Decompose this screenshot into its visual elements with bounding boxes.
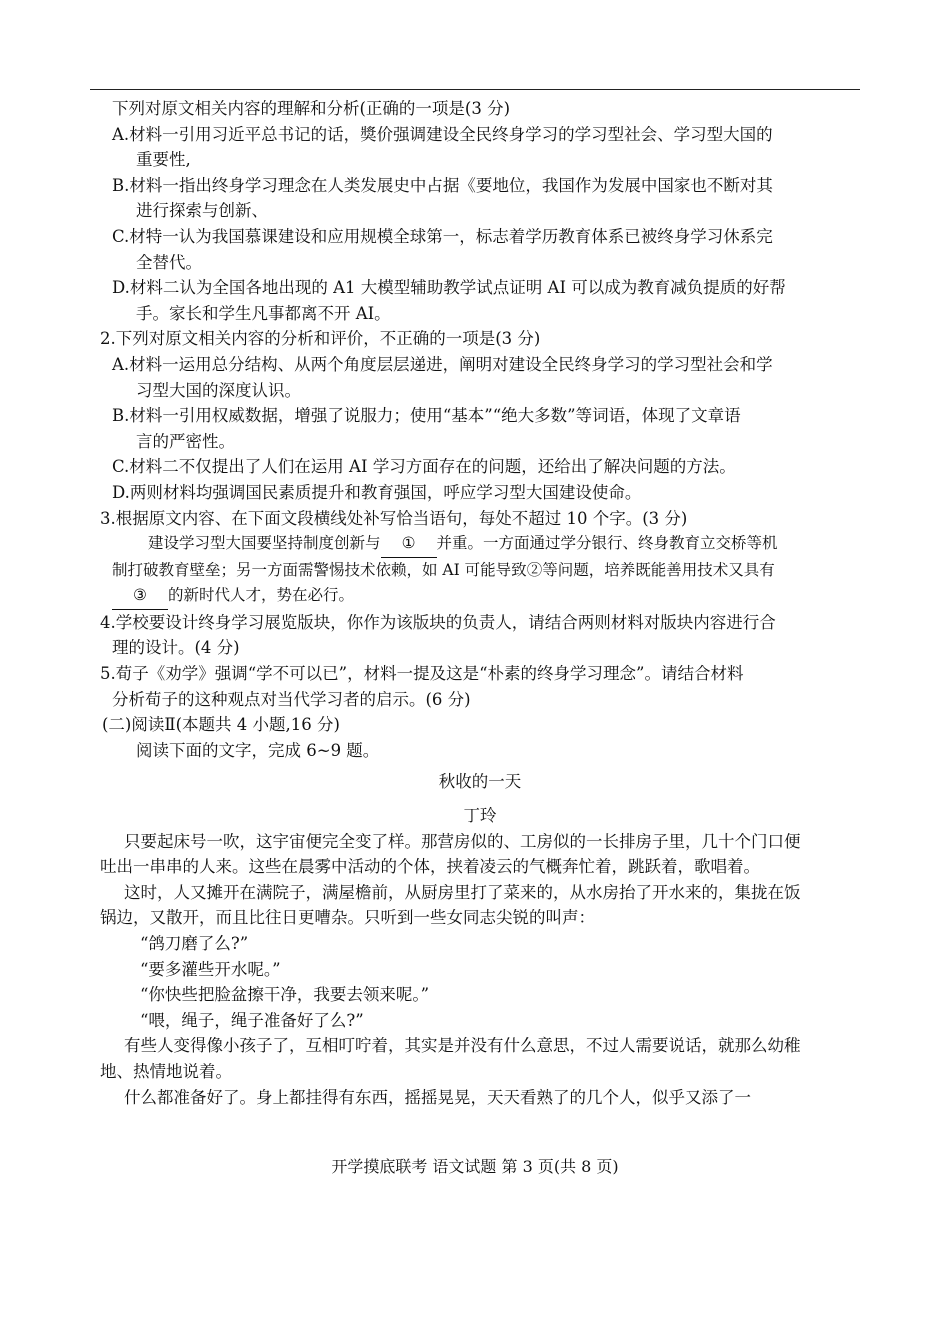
q3-passage-line3 <box>100 583 860 610</box>
story-para4-line1: 什么都准备好了。身上都挂得有东西，摇摇晃晃，天天看熟了的几个人，似乎又添了一 <box>124 1087 751 1107</box>
section-2-heading: (二)阅读Ⅱ(本题共 4 小题,16 分) <box>102 715 340 735</box>
q1-option-c-line2: 全替代。 <box>136 252 202 272</box>
question-2-stem: 2.下列对原文相关内容的分析和评价，不正确的一项是(3 分) <box>100 329 541 349</box>
section-2-instruction: 阅读下面的文字，完成 6~9 题。 <box>136 740 380 760</box>
q1-option-d-line2: 手。家长和学生凡事都离不开 AI。 <box>136 303 391 323</box>
story-para2-line1: 这时，人又摊开在满院子，满屋檐前，从厨房里打了菜来的，从水房抬了开水来的，集拢在饭 <box>124 882 801 902</box>
q2-option-d-line1: D.两则材料均强调国民素质提升和教育强国，呼应学习型大国建设使命。 <box>112 482 642 502</box>
story-quote-1: “鸽刀磨了么?” <box>140 934 249 953</box>
q3-text-2a: 制打破教育壁垒；另一方面需警惕技术依赖，如 AI 可能导致 <box>112 560 527 579</box>
question-3-stem: 3.根据原文内容、在下面文段横线处补写恰当语句，每处不超过 10 个字。(3 分) <box>100 508 688 528</box>
q2-option-a-line1: A.材料一运用总分结构、从两个角度层层递进，阐明对建设全民终身学习的学习型社会和学 <box>112 354 773 374</box>
q1-option-c-line1: C.材特一认为我国慕课建设和应用规模全球第一，标志着学历教育体系已被终身学习休系完 <box>112 226 773 246</box>
story-para1-line1: 只要起床号一吹，这宇宙便完全变了样。那营房似的、工房似的一长排房子里，几十个门口便 <box>124 831 801 851</box>
q1-option-a-line1: A.材料一引用习近平总书记的话，獎价强调建设全民终身学习的学习型社会、学习型大国的 <box>112 124 773 144</box>
story-quote-4: “喂，绳子，绳子准备好了么?” <box>140 1010 364 1030</box>
story-para2-line2: 锅边，又散开，而且比往日更嘈杂。只听到一些女同志尖锐的叫声： <box>100 908 595 928</box>
story-author: 丁玲 <box>463 806 497 826</box>
q3-blank-1: ① <box>381 531 437 558</box>
q2-option-b-line2: 言的严密性。 <box>136 431 235 451</box>
question-5-line2: 分析荀子的这种观点对当代学习者的启示。(6 分) <box>112 689 471 709</box>
q3-passage-line1 <box>100 531 860 558</box>
page-footer: 开学摸底联考 语文试题 第 3 页(共 8 页) <box>331 1157 619 1176</box>
q1-option-d-line1: D.材料二认为全国各地出现的 A1 大模型辅助教学试点证明 AI 可以成为教育减负提质的好帮 <box>112 278 786 298</box>
q1-option-b-line2: 进行探索与创新、 <box>136 201 268 221</box>
question-4-line2: 理的设计。(4 分) <box>112 638 240 658</box>
question-1-stem: 下列对原文相关内容的理解和分析(正确的一项是(3 分) <box>112 99 511 118</box>
q3-text-2b: 等问题，培养既能善用技术又具有 <box>542 560 775 579</box>
q2-option-a-line2: 习型大国的深度认识。 <box>136 380 301 400</box>
q1-option-b-line1: B.材料一指出终身学习理念在人类发展史中占据《要地位，我国作为发展中国家也不断对其 <box>112 175 773 195</box>
story-quote-3: “你快些把脸盆擦干净，我要去领来呢。” <box>140 985 430 1005</box>
header-rule <box>90 89 860 90</box>
q3-blank-3: ③ <box>112 583 168 610</box>
q3-text-1b: 并重。一方面通过学分银行、终身教育立交桥等机 <box>436 534 778 553</box>
q3-passage-line2 <box>100 558 860 584</box>
q3-blank-2: ② <box>526 560 543 579</box>
story-para3-line2: 地、热情地说着。 <box>100 1061 232 1081</box>
story-quote-2: “要多灌些开水呢。” <box>140 959 281 979</box>
question-5-line1: 5.荀子《劝学》强调“学不可以已”，材料一提及这是“朴素的终身学习理念”。请结合材料 <box>100 664 744 684</box>
q2-option-c-line1: C.材料二不仅提出了人们在运用 AI 学习方面存在的问题，还给出了解决问题的方法。 <box>112 457 736 477</box>
exam-page-content <box>100 96 860 1110</box>
story-para3-line1: 有些人变得像小孩子了，互相叮咛着，其实是并没有什么意思，不过人需要说话，就那么幼稚 <box>124 1036 801 1056</box>
story-title: 秋收的一天 <box>438 772 522 792</box>
q2-option-b-line1: B.材料一引用权威数据，增强了说服力；使用“基本”“绝大多数”等词语，体现了文章语 <box>112 406 741 426</box>
story-para1-line2: 吐出一串串的人来。这些在晨雾中活动的个体，挟着凌云的气概奔忙着，跳跃着，歌唱着。 <box>100 857 760 877</box>
q3-text-3b: 的新时代人才，势在必行。 <box>168 586 355 605</box>
q1-option-a-line2: 重要性, <box>136 150 191 170</box>
q3-text-1a: 建设学习型大国要坚持制度创新与 <box>148 534 381 553</box>
question-4-line1: 4.学校要设计终身学习展览版块，你作为该版块的负责人，请结合两则材料对版块内容进行合 <box>100 612 776 632</box>
